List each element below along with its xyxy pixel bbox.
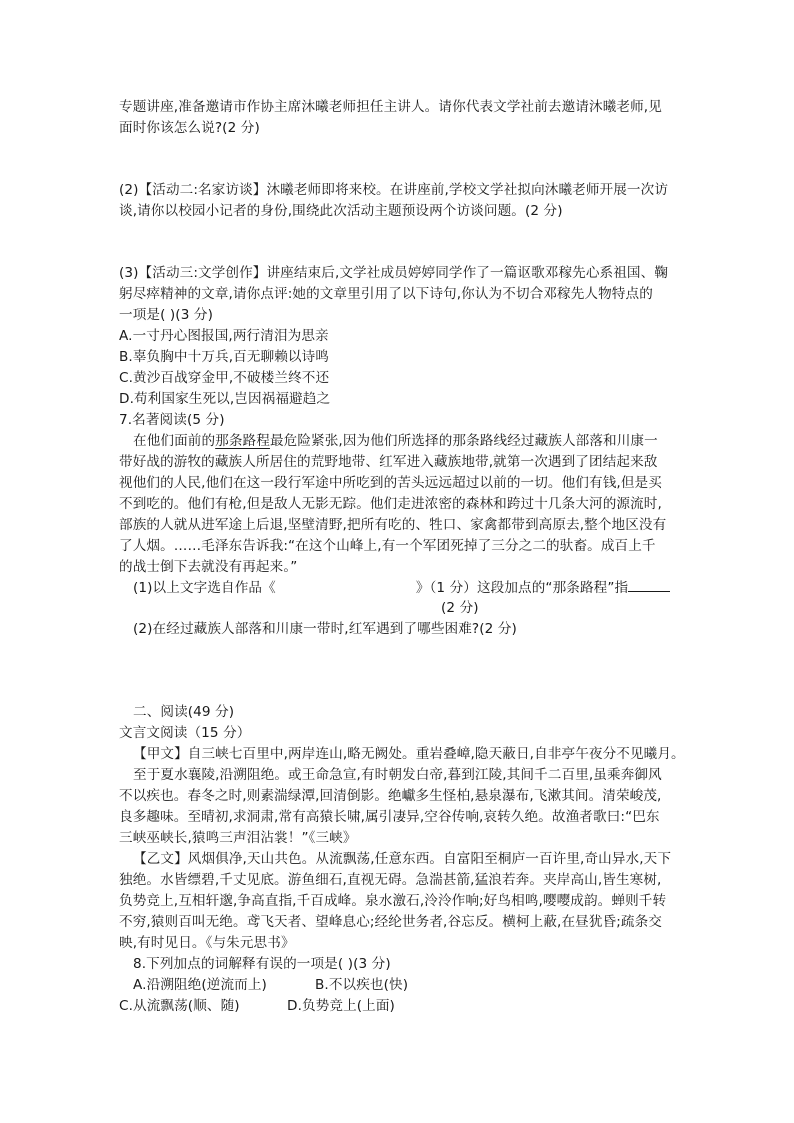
yi-line-3: 负势竞上,互相轩邈,争高直指,千百成峰。泉水激石,泠泠作响;好鸟相鸣,嘤嘤成韵。蝉则千转: [119, 893, 667, 909]
yi-line-1: 【乙文】风烟俱净,天山共色。从流飘荡,任意东西。自富阳至桐庐一百许里,奇山异水,天下: [133, 851, 672, 867]
activity3-line-2: 躬尽瘁精神的文章,请你点评:她的文章里引用了以下诗句,你认为不切合邓稼先人物特点的: [119, 286, 653, 302]
answer-blank: [628, 578, 670, 592]
option-d: D.苟利国家生死以,岂因祸福避趋之: [119, 391, 331, 407]
q7-paragraph-line-1: 在他们面前的那条路程最危险紧张,因为他们所选择的那条路线经过藏族人部落和川康一: [133, 433, 658, 449]
dotted-phrase: 那条路程: [215, 433, 270, 449]
q8-option-b: B.不以疾也(快): [315, 977, 409, 993]
q8-option-a: A.沿溯阻绝(逆流而上): [133, 977, 267, 993]
q8-option-c: C.从流飘荡(顺、随): [119, 998, 240, 1014]
activity2-line-2: 谈,请你以校园小记者的身份,围绕此次活动主题预设两个访谈问题。(2 分): [119, 203, 563, 219]
yi-line-2: 独绝。水皆缥碧,千丈见底。游鱼细石,直视无碍。急湍甚箭,猛浪若奔。夹岸高山,皆生寒树,: [119, 872, 662, 888]
q7-paragraph-line-4: 不到吃的。他们有枪,但是敌人无影无踪。他们走进浓密的森林和跨过十几条大河的源流时,: [119, 496, 662, 512]
q7-sub1: (1)以上文字选自作品《 》（1 分）这段加点的“那条路程”指: [133, 578, 670, 598]
option-c: C.黄沙百战穿金甲,不破楼兰终不还: [119, 370, 330, 386]
jia-line-2: 至于夏水襄陵,沿溯阻绝。或王命急宣,有时朝发白帝,暮到江陵,其间千二百里,虽乘奔御风: [133, 767, 662, 783]
q7-sub1-score: (2 分): [441, 600, 479, 616]
section-title: 二、阅读(49 分): [133, 704, 235, 720]
q7-paragraph-line-3: 视他们的人民,他们在这一段行军途中所吃到的苦头远远超过以前的一切。他们有钱,但是买: [119, 475, 662, 491]
yi-line-4: 不穷,猿则百叫无绝。鸢飞天者、望峰息心;经纶世务者,谷忘反。横柯上蔽,在昼犹昏;疏条交: [119, 914, 662, 930]
jia-line-3: 不以疾也。春冬之时,则素湍绿潭,回清倒影。绝巘多生怪柏,悬泉瀑布,飞漱其间。清荣峻茂,: [119, 788, 662, 804]
jia-line-4: 良多趣味。至晴初,求洞肃,常有高猿长啸,属引凄异,空谷传响,哀转久绝。故渔者歌曰:“巴东: [119, 809, 660, 825]
option-a: A.一寸丹心图报国,两行清泪为思亲: [119, 328, 329, 344]
option-b: B.辜负胸中十万兵,百无聊赖以诗鸣: [119, 349, 329, 365]
q7-heading: 7.名著阅读(5 分): [119, 412, 225, 428]
q7-sub2: (2)在经过藏族人部落和川康一带时,红军遇到了哪些困难?(2 分): [133, 621, 517, 637]
jia-line-1: 【甲文】自三峡七百里中,两岸连山,略无阙处。重岩叠嶂,隐天蔽日,自非亭午夜分不见曦月。: [133, 746, 685, 762]
section-subtitle: 文言文阅读（15 分）: [119, 725, 251, 741]
yi-line-5: 映,有时见日。《与朱元思书》: [119, 935, 295, 951]
activity3-question: 一项是( )(3 分): [119, 307, 213, 323]
q7-paragraph-line-6: 了人烟。……毛泽东告诉我:“在这个山峰上,有一个军团死掉了三分之二的驮畜。成百上千: [119, 538, 656, 554]
intro-line-2: 面时你该怎么说?(2 分): [119, 120, 260, 136]
q8-option-d: D.负势竞上(上面): [287, 998, 395, 1014]
intro-line-1: 专题讲座,准备邀请市作协主席沐曦老师担任主讲人。请你代表文学社前去邀请沐曦老师,见: [119, 99, 662, 115]
q8-stem: 8.下列加点的词解释有误的一项是( )(3 分): [133, 956, 391, 972]
q7-paragraph-line-5: 部族的人就从进军途上后退,坚壁清野,把所有吃的、牲口、家禽都带到高原去,整个地区没有: [119, 517, 667, 533]
activity2-line-1: (2)【活动二:名家访谈】沐曦老师即将来校。在讲座前,学校文学社拟向沐曦老师开展一次访: [119, 182, 669, 198]
jia-line-5: 三峡巫峡长,猿鸣三声泪沾裳！”《三峡》: [119, 830, 357, 846]
activity3-line-1: (3)【活动三:文学创作】讲座结束后,文学社成员婷婷同学作了一篇讴歌邓稼先心系祖国、鞠: [119, 265, 669, 281]
q7-paragraph-line-7: 的战士倒下去就没有再起来。”: [119, 559, 298, 575]
q7-paragraph-line-2: 带好战的游牧的藏族人所居住的荒野地带、红军进入藏族地带,就第一次遇到了团结起来敌: [119, 454, 658, 470]
